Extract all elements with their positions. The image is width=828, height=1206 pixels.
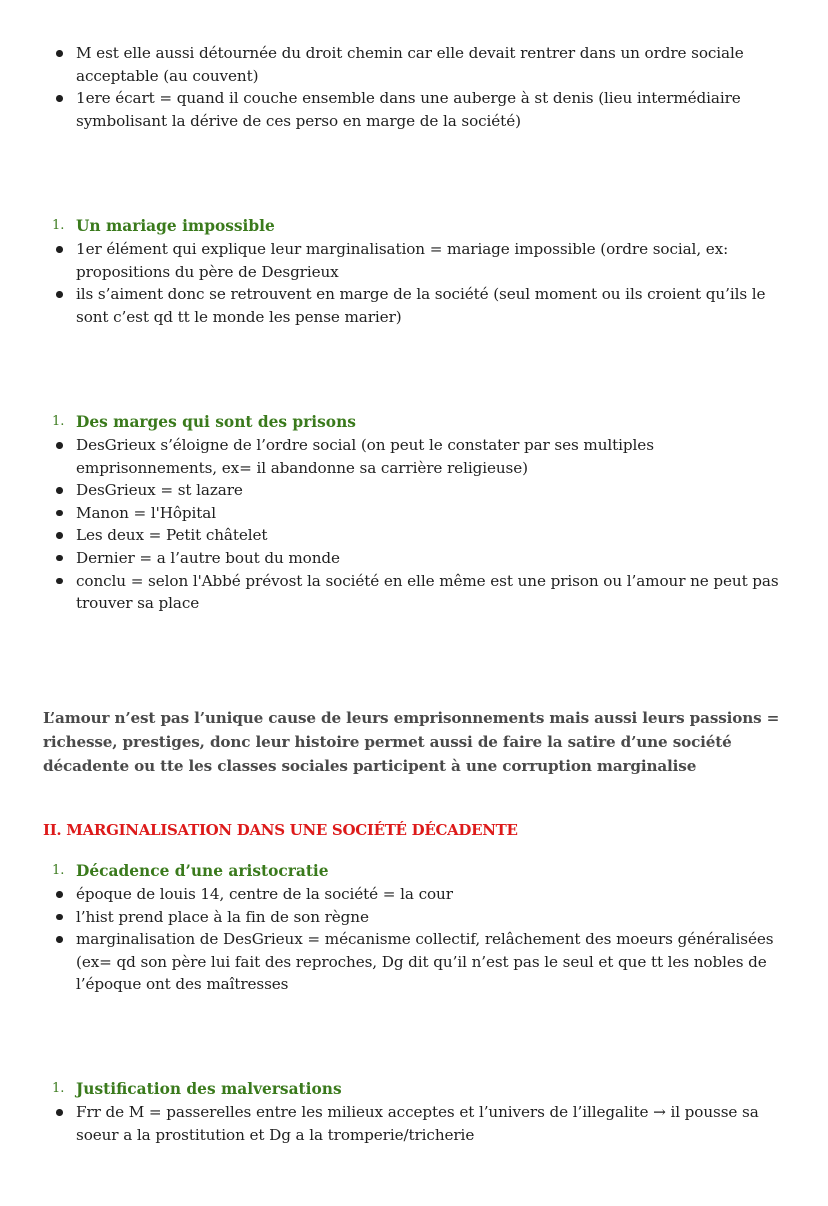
section-heading-block [0,819,828,841]
bullet-icon [56,914,63,921]
list-item-text: 1er élément qui explique leur marginalisation = mariage impossible (ordre social, ex: propositions du père de Desgrieux [76,240,729,281]
bullet-group-intro [0,42,828,132]
bullet-icon [56,891,63,898]
subsection-heading [0,1078,828,1100]
list-item [0,906,828,929]
bullet-icon [56,936,63,943]
heading-number: 1. [52,1081,65,1096]
list-item-text: l’hist prend place à la fin de son règne [76,907,369,926]
bullet-icon [56,487,63,494]
list-item [0,283,828,328]
bullet-list [0,238,828,328]
summary-paragraph-block [0,706,828,779]
heading-text: Justification des malversations [76,1080,342,1098]
bullet-icon [56,246,63,253]
bullet-list [0,883,828,996]
bullet-icon [56,1109,63,1116]
heading-text: Un mariage impossible [76,217,275,235]
list-item [0,928,828,996]
list-item [0,238,828,283]
list-item [0,479,828,502]
subsection-decadence [0,860,828,996]
heading-text: Décadence d’une aristocratie [76,862,329,880]
subsection-heading [0,215,828,237]
list-item-text: Frr de M = passerelles entre les milieux acceptes et l’univers de l’illegalite → il pousse sa soeur a la prostitution et Dg a la tromperie/tricherie [76,1103,759,1144]
list-item-text: époque de louis 14, centre de la société = la cour [76,885,453,903]
list-item-text: DesGrieux = st lazare [76,481,243,500]
bullet-icon [56,555,63,562]
heading-number: 1. [52,218,65,233]
list-item [0,524,828,547]
list-item [0,1101,828,1146]
heading-number: 1. [52,414,65,429]
list-item-text: marginalisation de DesGrieux = mécanisme collectif, relâchement des moeurs généralisées (ex= qd son père lui fait des reproches, Dg dit qu’il n’est pas le seul et que tt les nobles de l’époque ont des maîtresses [76,930,774,994]
section-title: II. MARGINALISATION DANS UNE SOCIÉTÉ DÉCADENTE [43,821,518,839]
heading-number: 1. [52,863,65,878]
list-item-text: 1ere écart = quand il couche ensemble dans une auberge à st denis (lieu intermédiaire symbolisant la dérive de ces perso en marge de la société) [76,89,741,130]
bullet-icon [56,50,63,57]
bullet-icon [56,532,63,539]
list-item-text: M est elle aussi détournée du droit chemin car elle devait rentrer dans un ordre sociale acceptable (au couvent) [76,44,744,85]
list-item-text: Manon = l'Hôpital [76,503,217,522]
list-item-text: ils s’aiment donc se retrouvent en marge de la société (seul moment ou ils croient qu’ils le sont c’est qd tt le monde les pense marier) [76,285,766,326]
summary-paragraph: L’amour n’est pas l’unique cause de leurs emprisonnements mais aussi leurs passions = richesse, prestiges, donc leur histoire permet aussi de faire la satire d’une société décadente ou tte les classes sociales participent à une corruption marginalise [43,709,780,776]
list-item [0,502,828,525]
list-item [0,434,828,479]
bullet-list [0,434,828,615]
bullet-list [0,1101,828,1146]
list-item [0,883,828,906]
bullet-list [0,42,828,132]
bullet-icon [56,291,63,298]
list-item [0,570,828,615]
list-item [0,87,828,132]
bullet-icon [56,442,63,449]
subsection-mariage [0,215,828,328]
bullet-icon [56,510,63,517]
list-item [0,547,828,570]
subsection-prisons [0,411,828,615]
bullet-icon [56,578,63,585]
list-item-text: Les deux = Petit châtelet [76,526,268,545]
subsection-malversations [0,1078,828,1146]
heading-text: Des marges qui sont des prisons [76,413,356,431]
subsection-heading [0,860,828,882]
list-item-text: DesGrieux s’éloigne de l’ordre social (on peut le constater par ses multiples emprisonnements, ex= il abandonne sa carrière religieuse) [76,436,654,477]
list-item-text: Dernier = a l’autre bout du monde [76,548,340,567]
list-item [0,42,828,87]
list-item-text: conclu = selon l'Abbé prévost la société en elle même est une prison ou l’amour ne peut pas trouver sa place [76,571,779,613]
bullet-icon [56,95,63,102]
subsection-heading [0,411,828,433]
